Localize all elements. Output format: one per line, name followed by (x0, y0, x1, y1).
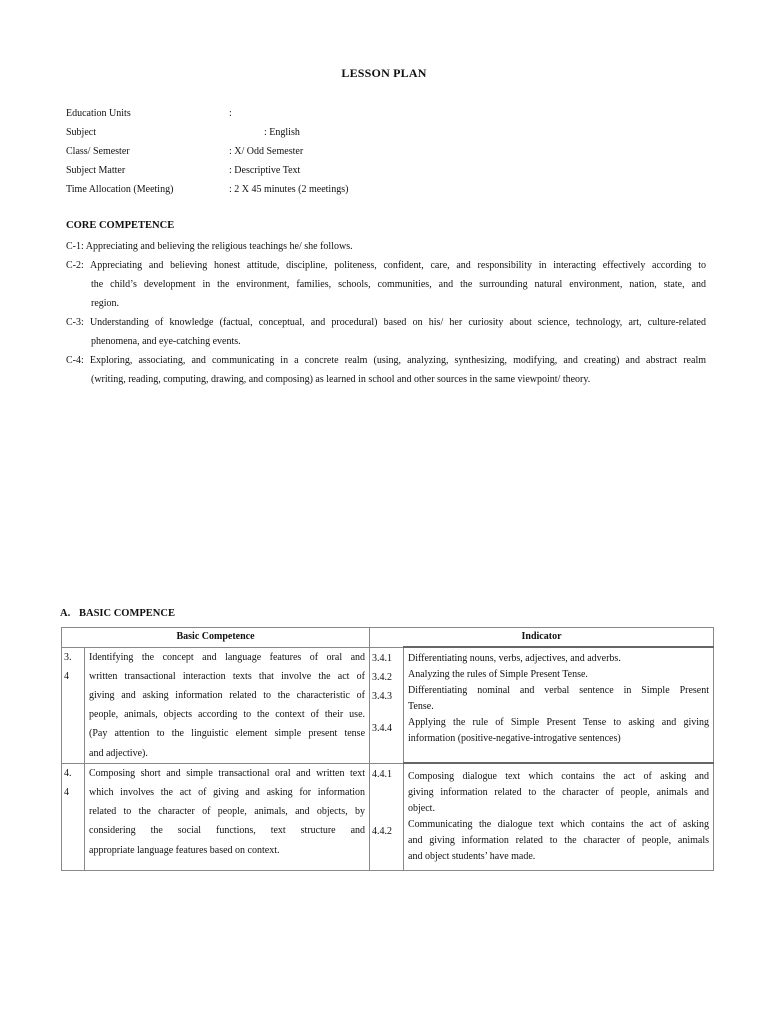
column-header-basic-competence: Basic Competence (62, 628, 370, 648)
core-competence-c1 (66, 237, 706, 256)
column-header-indicator: Indicator (370, 628, 714, 648)
description-line: related to the character of people, animals, and objects, by (89, 806, 366, 818)
indicator-number: 4.4.2 (372, 825, 393, 837)
c2-line: the child’s development in the environment, families, schools, communities, and the surrounding natural environment, nation, state, and (91, 279, 706, 290)
indicator-item (408, 667, 709, 683)
core-competence-c4 (66, 351, 706, 389)
info-value: : English (229, 127, 300, 138)
c4-line: C-4: Exploring, associating, and communicating in a concrete realm (using, analyzing, synthesizing, modifying, and creating) and abstract realm (66, 355, 706, 366)
description-line: and adjective). (89, 747, 148, 759)
description-line: which involves the act of giving and asking for information (89, 786, 366, 798)
indicator-line: information (positive-negative-introgative sentences) (408, 733, 621, 744)
info-label: Subject Matter (66, 165, 126, 176)
indicator-line: Differentiating nominal and verbal sentence in Simple Present (408, 685, 710, 696)
competence-number (62, 647, 85, 763)
info-label: Education Units (66, 108, 131, 119)
info-value: : (229, 108, 232, 119)
indicator-line: Composing dialogue text which contains the act of asking and (408, 771, 710, 783)
number-part: 4 (64, 786, 69, 798)
lesson-info (66, 104, 666, 199)
indicator-line: and object students’ have made. (408, 851, 536, 863)
core-competence-heading: CORE COMPETENCE (66, 220, 175, 231)
info-row-subject (66, 123, 666, 142)
description-line: Composing short and simple transactional oral and written text (89, 767, 366, 779)
competence-number (62, 763, 85, 870)
indicator-item (408, 715, 709, 747)
indicator-item (408, 769, 709, 817)
table-row (62, 763, 714, 870)
info-row-subject-matter (66, 161, 666, 180)
indicator-line: and giving information related to the character of people, animals (408, 835, 710, 847)
description-line: Identifying the concept and language features of oral and (89, 651, 366, 663)
c4-line: (writing, reading, computing, drawing, and composing) as learned in school and other sources in the same viewpoint/ theory. (91, 374, 591, 385)
section-title-text: BASIC COMPENCE (79, 608, 175, 619)
info-label: Class/ Semester (66, 146, 130, 157)
indicator-number: 3.4.1 (372, 652, 393, 664)
info-value: : X/ Odd Semester (229, 146, 304, 157)
table-header-row (62, 628, 714, 648)
c3-line: phenomena, and eye-catching events. (91, 336, 241, 347)
table-row (62, 647, 714, 763)
description-line: giving and asking information related to the characteristic of (89, 689, 366, 701)
page-title: LESSON PLAN (341, 66, 427, 80)
indicator-line: giving information related to the character of people, animals and (408, 787, 710, 799)
info-value: : 2 X 45 minutes (2 meetings) (229, 184, 349, 195)
description-line: appropriate language features based on context. (89, 844, 280, 856)
competence-description (85, 763, 370, 870)
description-line: (Pay attention to the linguistic element simple present tense (89, 728, 366, 740)
number-part: 3. (64, 651, 72, 663)
indicator-line: Tense. (408, 701, 434, 712)
description-line: people, animals, objects according to the context of their use. (89, 709, 366, 721)
indicator-number: 4.4.1 (372, 768, 393, 780)
info-row-class-semester (66, 142, 666, 161)
section-heading-basic-competence (60, 608, 175, 619)
indicator-numbers (370, 647, 404, 763)
basic-competence-table (61, 627, 714, 871)
core-competence-c2 (66, 256, 706, 313)
section-letter: A. (60, 608, 71, 619)
info-row-time-allocation (66, 180, 666, 199)
indicator-line: Analyzing the rules of Simple Present Tense. (408, 669, 588, 680)
c2-line: C-2: Appreciating and believing honest attitude, discipline, politeness, confident, care, and responsibility in interacting effectively according to (66, 260, 706, 271)
indicator-item (408, 817, 709, 865)
indicator-list (404, 647, 714, 763)
indicator-item (408, 683, 709, 715)
indicator-numbers (370, 763, 404, 870)
info-row-education-units (66, 104, 666, 123)
c3-line: C-3: Understanding of knowledge (factual, conceptual, and procedural) based on his/ her curiosity about science, technology, art, culture-related (66, 317, 706, 328)
c2-line: region. (91, 298, 120, 309)
number-part: 4 (64, 670, 69, 682)
indicator-line: Differentiating nouns, verbs, adjectives, and adverbs. (408, 653, 621, 664)
core-competence-c3 (66, 313, 706, 351)
description-line: considering the social functions, text structure and (89, 825, 366, 837)
core-competence-section (66, 218, 706, 389)
info-value: : Descriptive Text (229, 165, 301, 176)
info-label: Subject (66, 127, 96, 138)
description-line: written transactional interaction texts that involve the act of (89, 670, 366, 682)
indicator-line: Communicating the dialogue text which contains the act of asking (408, 819, 710, 831)
indicator-number: 3.4.3 (372, 690, 393, 702)
competence-description (85, 647, 370, 763)
indicator-number: 3.4.4 (372, 722, 393, 734)
indicator-number: 3.4.2 (372, 671, 393, 683)
c1-line: C-1: Appreciating and believing the religious teachings he/ she follows. (66, 241, 353, 252)
indicator-line: object. (408, 803, 435, 815)
indicator-line: Applying the rule of Simple Present Tense to asking and giving (408, 717, 710, 728)
indicator-item (408, 651, 709, 667)
indicator-list (404, 763, 714, 870)
info-label: Time Allocation (Meeting) (66, 184, 174, 195)
number-part: 4. (64, 767, 72, 779)
